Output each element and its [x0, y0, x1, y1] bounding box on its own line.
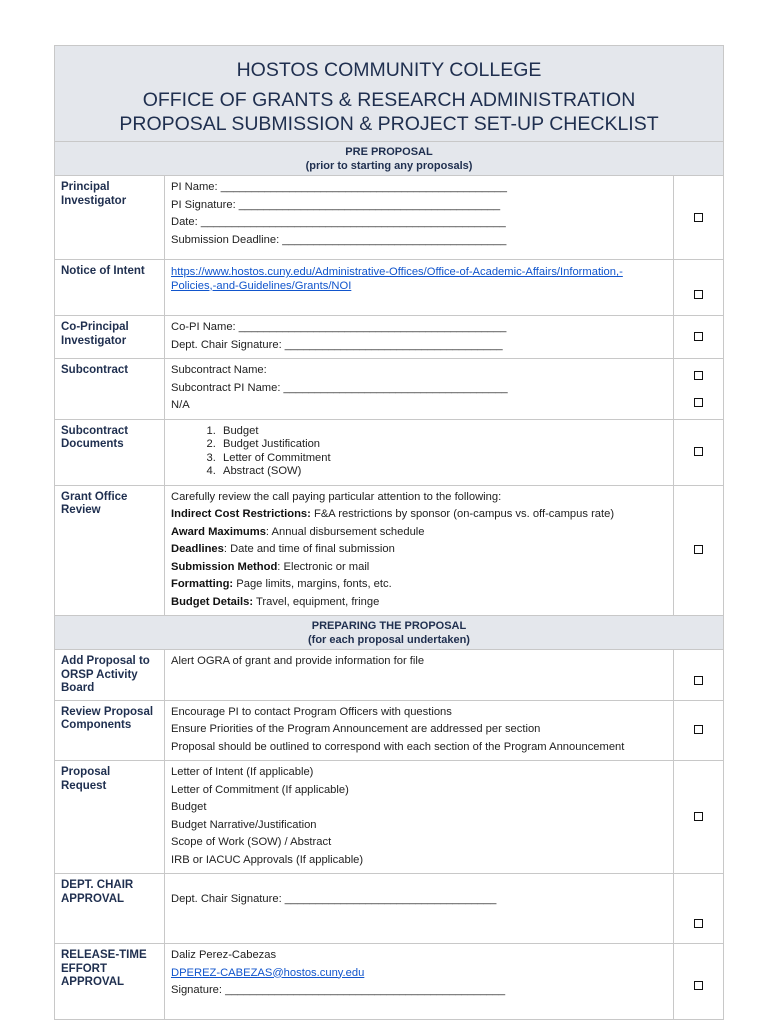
date-field[interactable]: Date: _________________________________________________ — [171, 216, 506, 228]
subcontract-documents-list — [171, 425, 667, 479]
row-label: Add Proposal to ORSP Activity Board — [55, 650, 165, 701]
section-subtitle: (for each proposal undertaken) — [308, 634, 470, 646]
review-item: Submission Method: Electronic or mail — [171, 560, 370, 573]
checkbox[interactable] — [694, 812, 703, 821]
component-line: Ensure Priorities of the Program Announcement are addressed per section — [171, 723, 541, 735]
checkbox[interactable] — [694, 447, 703, 456]
checkbox[interactable] — [694, 981, 703, 990]
approver-email-link[interactable]: DPEREZ-CABEZAS@hostos.cuny.edu — [171, 966, 365, 979]
component-line: Proposal should be outlined to correspond with each section of the Program Announcement — [171, 740, 625, 753]
section-header-preparing — [55, 616, 724, 650]
office-name: OFFICE OF GRANTS & RESEARCH ADMINISTRATION — [142, 89, 636, 111]
row-dept-chair-approval — [55, 874, 724, 944]
checklist-table — [54, 45, 724, 1020]
section-header-pre-proposal — [55, 142, 724, 176]
checklist-title: PROPOSAL SUBMISSION & PROJECT SET-UP CHECKLIST — [119, 113, 659, 135]
row-label: Principal Investigator — [55, 176, 165, 260]
row-grant-office-review — [55, 485, 724, 616]
request-item: Scope of Work (SOW) / Abstract — [171, 836, 332, 848]
section-title: PREPARING THE PROPOSAL — [311, 620, 467, 632]
list-item: 2. Budget Justification — [219, 438, 667, 452]
row-co-principal-investigator — [55, 316, 724, 359]
list-item: 4. Abstract (SOW) — [219, 465, 667, 479]
approver-name: Daliz Perez-Cabezas — [171, 949, 277, 961]
checkbox[interactable] — [694, 725, 703, 734]
title-block — [55, 46, 724, 142]
row-label: Subcontract — [55, 359, 165, 420]
request-item: Letter of Intent (If applicable) — [171, 766, 314, 778]
request-item: IRB or IACUC Approvals (If applicable) — [171, 853, 364, 866]
list-item: 1. Budget — [219, 425, 667, 439]
request-item: Letter of Commitment (If applicable) — [171, 783, 349, 796]
review-item: Deadlines: Date and time of final submission — [171, 543, 395, 555]
pi-signature-field[interactable]: PI Signature: __________________________________________ — [171, 198, 501, 211]
noi-link[interactable]: https://www.hostos.cuny.edu/Administrative-Offices/Office-of-Academic-Affairs/Information,-Policies,-and-Guidelines/Grants/NOI — [171, 266, 623, 292]
row-label: Review Proposal Components — [55, 700, 165, 761]
review-item: Award Maximums: Annual disbursement schedule — [171, 525, 425, 538]
add-proposal-text: Alert OGRA of grant and provide information for file — [171, 655, 425, 667]
row-release-time-approval — [55, 944, 724, 1020]
row-notice-of-intent — [55, 260, 724, 316]
pi-name-field[interactable]: PI Name: ______________________________________________ — [171, 181, 507, 193]
checkbox[interactable] — [694, 332, 703, 341]
subcontract-name-field[interactable]: Subcontract Name: — [171, 364, 267, 376]
checkbox[interactable] — [694, 545, 703, 554]
submission-deadline-field[interactable]: Submission Deadline: ____________________________________ — [171, 233, 507, 246]
checkbox[interactable] — [694, 919, 703, 928]
dept-chair-signature-field[interactable]: Dept. Chair Signature: ___________________________________ — [171, 338, 503, 351]
signature-field[interactable]: Signature: _____________________________________________ — [171, 984, 506, 996]
dept-chair-signature-field[interactable]: Dept. Chair Signature: __________________________________ — [171, 893, 497, 905]
request-item: Budget — [171, 801, 207, 813]
row-add-proposal — [55, 650, 724, 701]
component-line: Encourage PI to contact Program Officers with questions — [171, 705, 452, 718]
na-checkbox[interactable] — [694, 398, 703, 407]
checkbox[interactable] — [694, 213, 703, 222]
row-subcontract — [55, 359, 724, 420]
request-item: Budget Narrative/Justification — [171, 818, 317, 831]
row-label: DEPT. CHAIR APPROVAL — [55, 874, 165, 944]
section-subtitle: (prior to starting any proposals) — [305, 160, 473, 172]
co-pi-name-field[interactable]: Co-PI Name: ___________________________________________ — [171, 321, 507, 333]
row-proposal-request — [55, 761, 724, 874]
checkbox[interactable] — [694, 371, 703, 380]
review-intro: Carefully review the call paying particular attention to the following: — [171, 490, 502, 503]
row-label: Grant Office Review — [55, 485, 165, 616]
na-option: N/A — [171, 399, 190, 411]
college-name: HOSTOS COMMUNITY COLLEGE — [236, 59, 542, 81]
checklist-sheet — [54, 45, 723, 1020]
list-item: 3. Letter of Commitment — [219, 452, 667, 466]
checkbox[interactable] — [694, 290, 703, 299]
row-label: Co-Principal Investigator — [55, 316, 165, 359]
review-item: Formatting: Page limits, margins, fonts, etc. — [171, 578, 392, 590]
row-label: Proposal Request — [55, 761, 165, 874]
row-subcontract-documents — [55, 419, 724, 485]
row-review-components — [55, 700, 724, 761]
checkbox[interactable] — [694, 676, 703, 685]
row-label: Subcontract Documents — [55, 419, 165, 485]
row-label: Notice of Intent — [55, 260, 165, 316]
subcontract-pi-name-field[interactable]: Subcontract PI Name: ____________________________________ — [171, 381, 508, 394]
row-principal-investigator — [55, 176, 724, 260]
row-label: RELEASE-TIME EFFORT APPROVAL — [55, 944, 165, 1020]
review-item: Budget Details: Travel, equipment, fringe — [171, 595, 380, 608]
review-item: Indirect Cost Restrictions: F&A restrictions by sponsor (on-campus vs. off-campus rate) — [171, 508, 615, 520]
section-title: PRE PROPOSAL — [345, 146, 433, 158]
